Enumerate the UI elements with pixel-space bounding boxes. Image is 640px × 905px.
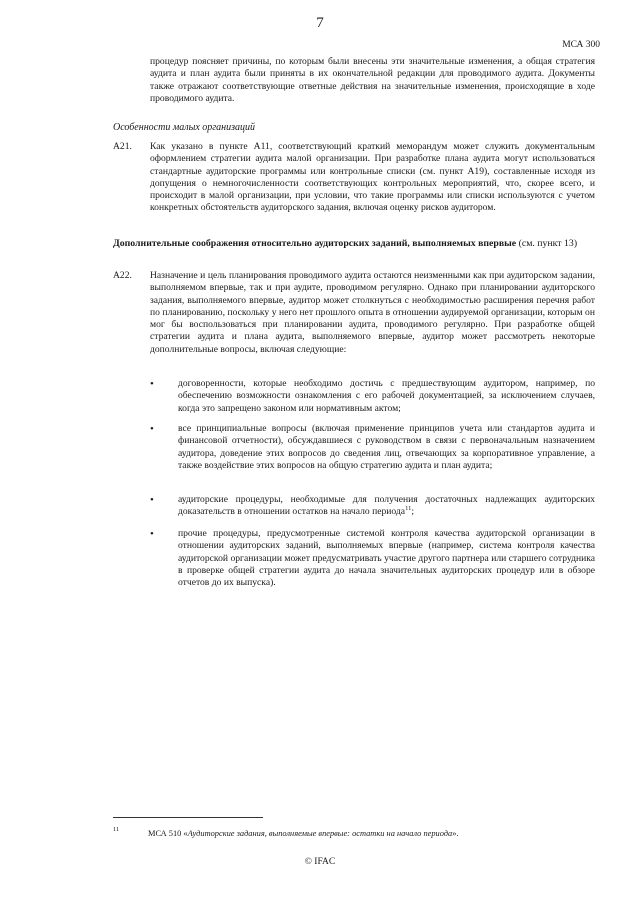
footnote-suffix: ». — [452, 829, 459, 838]
footnote-title: Аудиторские задания, выполняемые впервые: остатки на начало периода — [187, 829, 453, 838]
page-number: 7 — [316, 15, 324, 31]
bullet-icon: • — [150, 494, 154, 506]
bullet-icon: • — [150, 528, 154, 540]
bullet-item: прочие процедуры, предусмотренные системой контроля качества аудиторской организации в отношении аудиторских заданий, выполняемых впервые (например, система контроля качества аудиторской организации может предусматривать участие другого партнера или старшего сотрудника в проверке общей стратегии аудита до начала значительных аудиторских процедур или в обзоре отчетов до их выпуска). — [178, 528, 595, 589]
paragraph-a21: Как указано в пункте A11, соответствующий краткий меморандум может служить документальным оформлением стратегии аудита малой организации. При разработке плана аудита могут использоваться стандартные аудиторские программы или контрольные списки (см. пункт A19), составленные исходя из допущения о немногочисленности соответствующих контрольных мероприятий, что, скорее всего, и происходит в малой организации, при условии, что такие программы или списки используются с учетом конкретных обстоятельств аудиторского задания, включая оценку рисков аудитором. — [150, 141, 595, 214]
bullet-item-text: аудиторские процедуры, необходимые для получения достаточных надлежащих аудиторских доказательств в отношении остатков на начало периода — [178, 494, 595, 518]
footnote-text — [148, 829, 459, 838]
paragraph-number-a21: A21. — [113, 141, 132, 152]
small-entities-heading: Особенности малых организаций — [113, 122, 256, 133]
bullet-item-suffix: ; — [411, 506, 414, 518]
bullet-item: договоренности, которые необходимо достичь с предшествующим аудитором, например, по обеспечению возможности ознакомления с его рабочей документацией, за исключением случаев, когда это запрещено законом или нормативным актом; — [178, 378, 595, 414]
section-heading-text: Дополнительные соображения относительно аудиторских заданий, выполняемых впервые — [113, 238, 517, 249]
section-heading-reference: (см. пункт 13) — [518, 238, 578, 249]
footnote-prefix: МСА 510 « — [148, 829, 188, 838]
footnote-reference[interactable]: 11 — [405, 505, 412, 513]
footnote-divider — [113, 817, 263, 818]
paragraph-a22: Назначение и цель планирования проводимого аудита остаются неизменными как при аудиторском задании, выполняемом впервые, так и при аудите, проводимом регулярно. Однако при планировании аудиторского задания, выполняемого впервые, аудитор может столкнуться с необходимостью расширения перечня работ по планированию, поскольку у него нет прошлого опыта в отношении аудируемой организации, которым он мог бы воспользоваться при планировании аудита, проводимого регулярно. При разработке общей стратегии аудита и плана аудита, выполняемого впервые, аудитор может рассмотреть некоторые дополнительные вопросы, включая следующие: — [150, 270, 595, 355]
copyright-notice: © IFAC — [304, 857, 336, 867]
intro-paragraph: процедур поясняет причины, по которым были внесены эти значительные изменения, а общая стратегия аудита и план аудита были приняты в их окончательной редакции для проводимого аудита. Документы также отражают соответствующие ответные действия на значительные изменения, происходящие в ходе проводимого аудита. — [150, 56, 595, 104]
bullet-icon: • — [150, 378, 154, 390]
footnote-number: 11 — [113, 826, 120, 833]
paragraph-number-a22: A22. — [113, 270, 132, 281]
bullet-item — [178, 494, 595, 519]
bullet-icon: • — [150, 423, 154, 435]
document-code: МСА 300 — [562, 40, 600, 50]
bullet-item: все принципиальные вопросы (включая применение принципов учета или стандартов аудита и финансовой отчетности), обсуждавшиеся с руководством в связи с первоначальным назначением аудитора, доведение этих вопросов до сведения лиц, отвечающих за корпоративное управление, а также воздействие этих вопросов на общую стратегию аудита и план аудита; — [178, 423, 595, 471]
first-time-engagements-heading — [113, 238, 593, 251]
